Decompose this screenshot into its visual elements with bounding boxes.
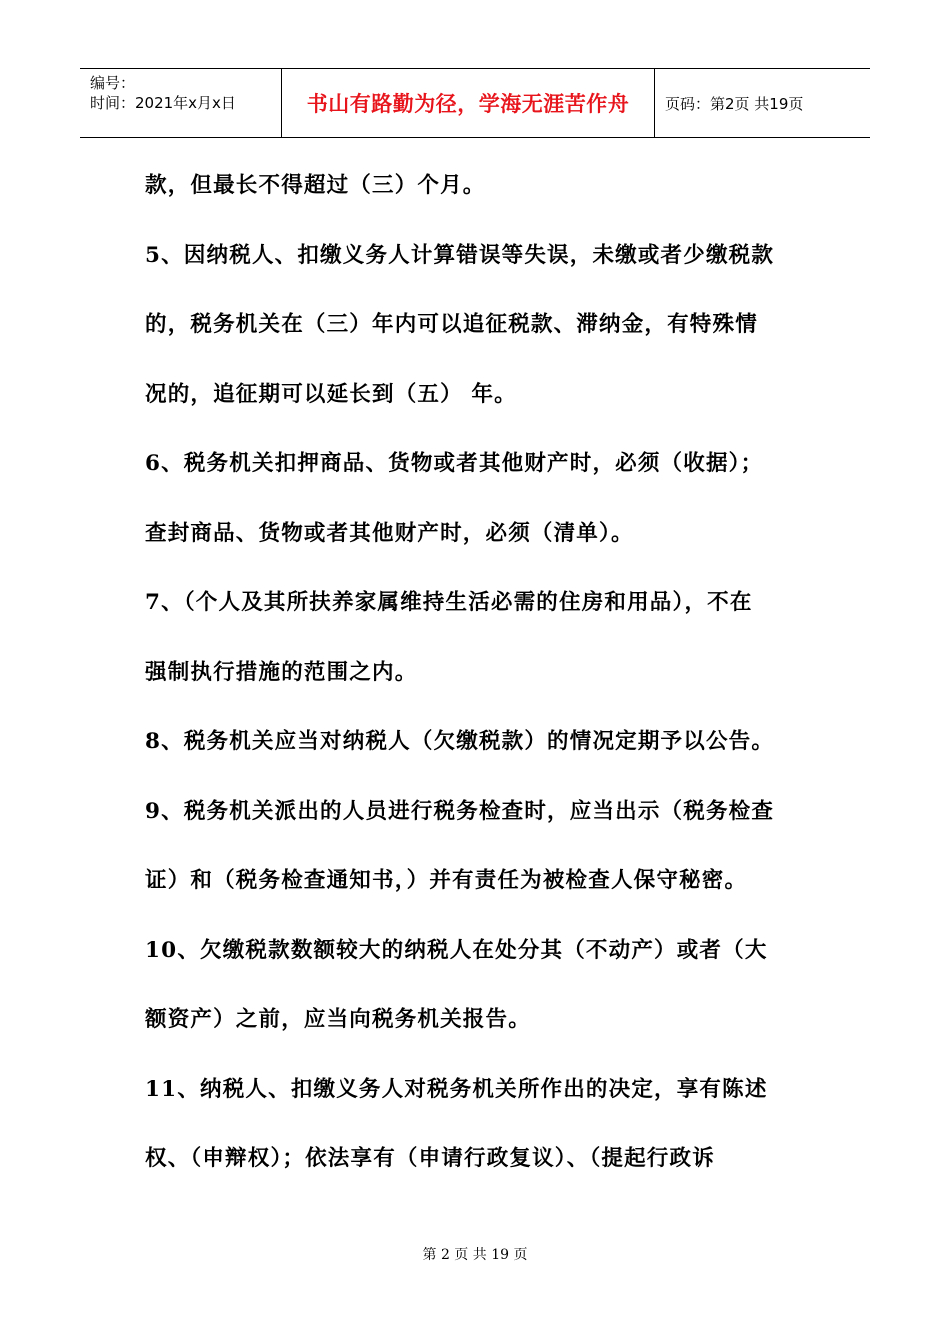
header-left-cell: [80, 69, 282, 137]
text-line: 7、（个人及其所扶养家属维持生活必需的住房和用品），不在: [145, 590, 753, 615]
page-footer: 第 2 页 共 19 页: [422, 1247, 528, 1263]
text-line: 11、纳税人、扣缴义务人对税务机关所作出的决定，享有陈述: [145, 1076, 768, 1102]
document-body: [145, 164, 810, 1207]
text-line: 款，但最长不得超过（三）个月。: [145, 173, 486, 198]
text-line: 况的，追征期可以延长到（五） 年。: [145, 381, 517, 407]
text-line: 查封商品、货物或者其他财产时，必须（清单）。: [145, 520, 634, 546]
text-line: 5、因纳税人、扣缴义务人计算错误等失误，未缴或者少缴税款: [145, 242, 775, 268]
document-number-label: 编号：: [90, 74, 136, 92]
text-line: 额资产）之前，应当向税务机关报告。: [145, 1007, 531, 1032]
text-line: 证）和（税务检查通知书，）并有责任为被检查人保守秘密。: [145, 868, 748, 893]
text-line: 10、欠缴税款数额较大的纳税人在处分其（不动产）或者（大: [145, 937, 768, 963]
text-line: 的，税务机关在（三）年内可以追征税款、滞纳金，有特殊情: [145, 312, 758, 337]
text-line: 权、（申辩权）；依法享有（申请行政复议）、（提起行政诉: [145, 1146, 715, 1171]
page-header: [80, 68, 870, 138]
text-line: 强制执行措施的范围之内。: [145, 659, 418, 685]
document-time-label: 时间：2021年x月x日: [90, 94, 236, 112]
header-motto: 书山有路勤为径，学海无涯苦作舟: [282, 69, 655, 137]
header-page-info: 页码：第2页 共19页: [665, 94, 804, 113]
text-line: 6、税务机关扣押商品、货物或者其他财产时，必须（收据）；: [145, 451, 764, 476]
text-line: 9、税务机关派出的人员进行税务检查时，应当出示（税务检查: [145, 798, 775, 824]
text-line: 8、税务机关应当对纳税人（欠缴税款）的情况定期予以公告。: [145, 729, 775, 754]
